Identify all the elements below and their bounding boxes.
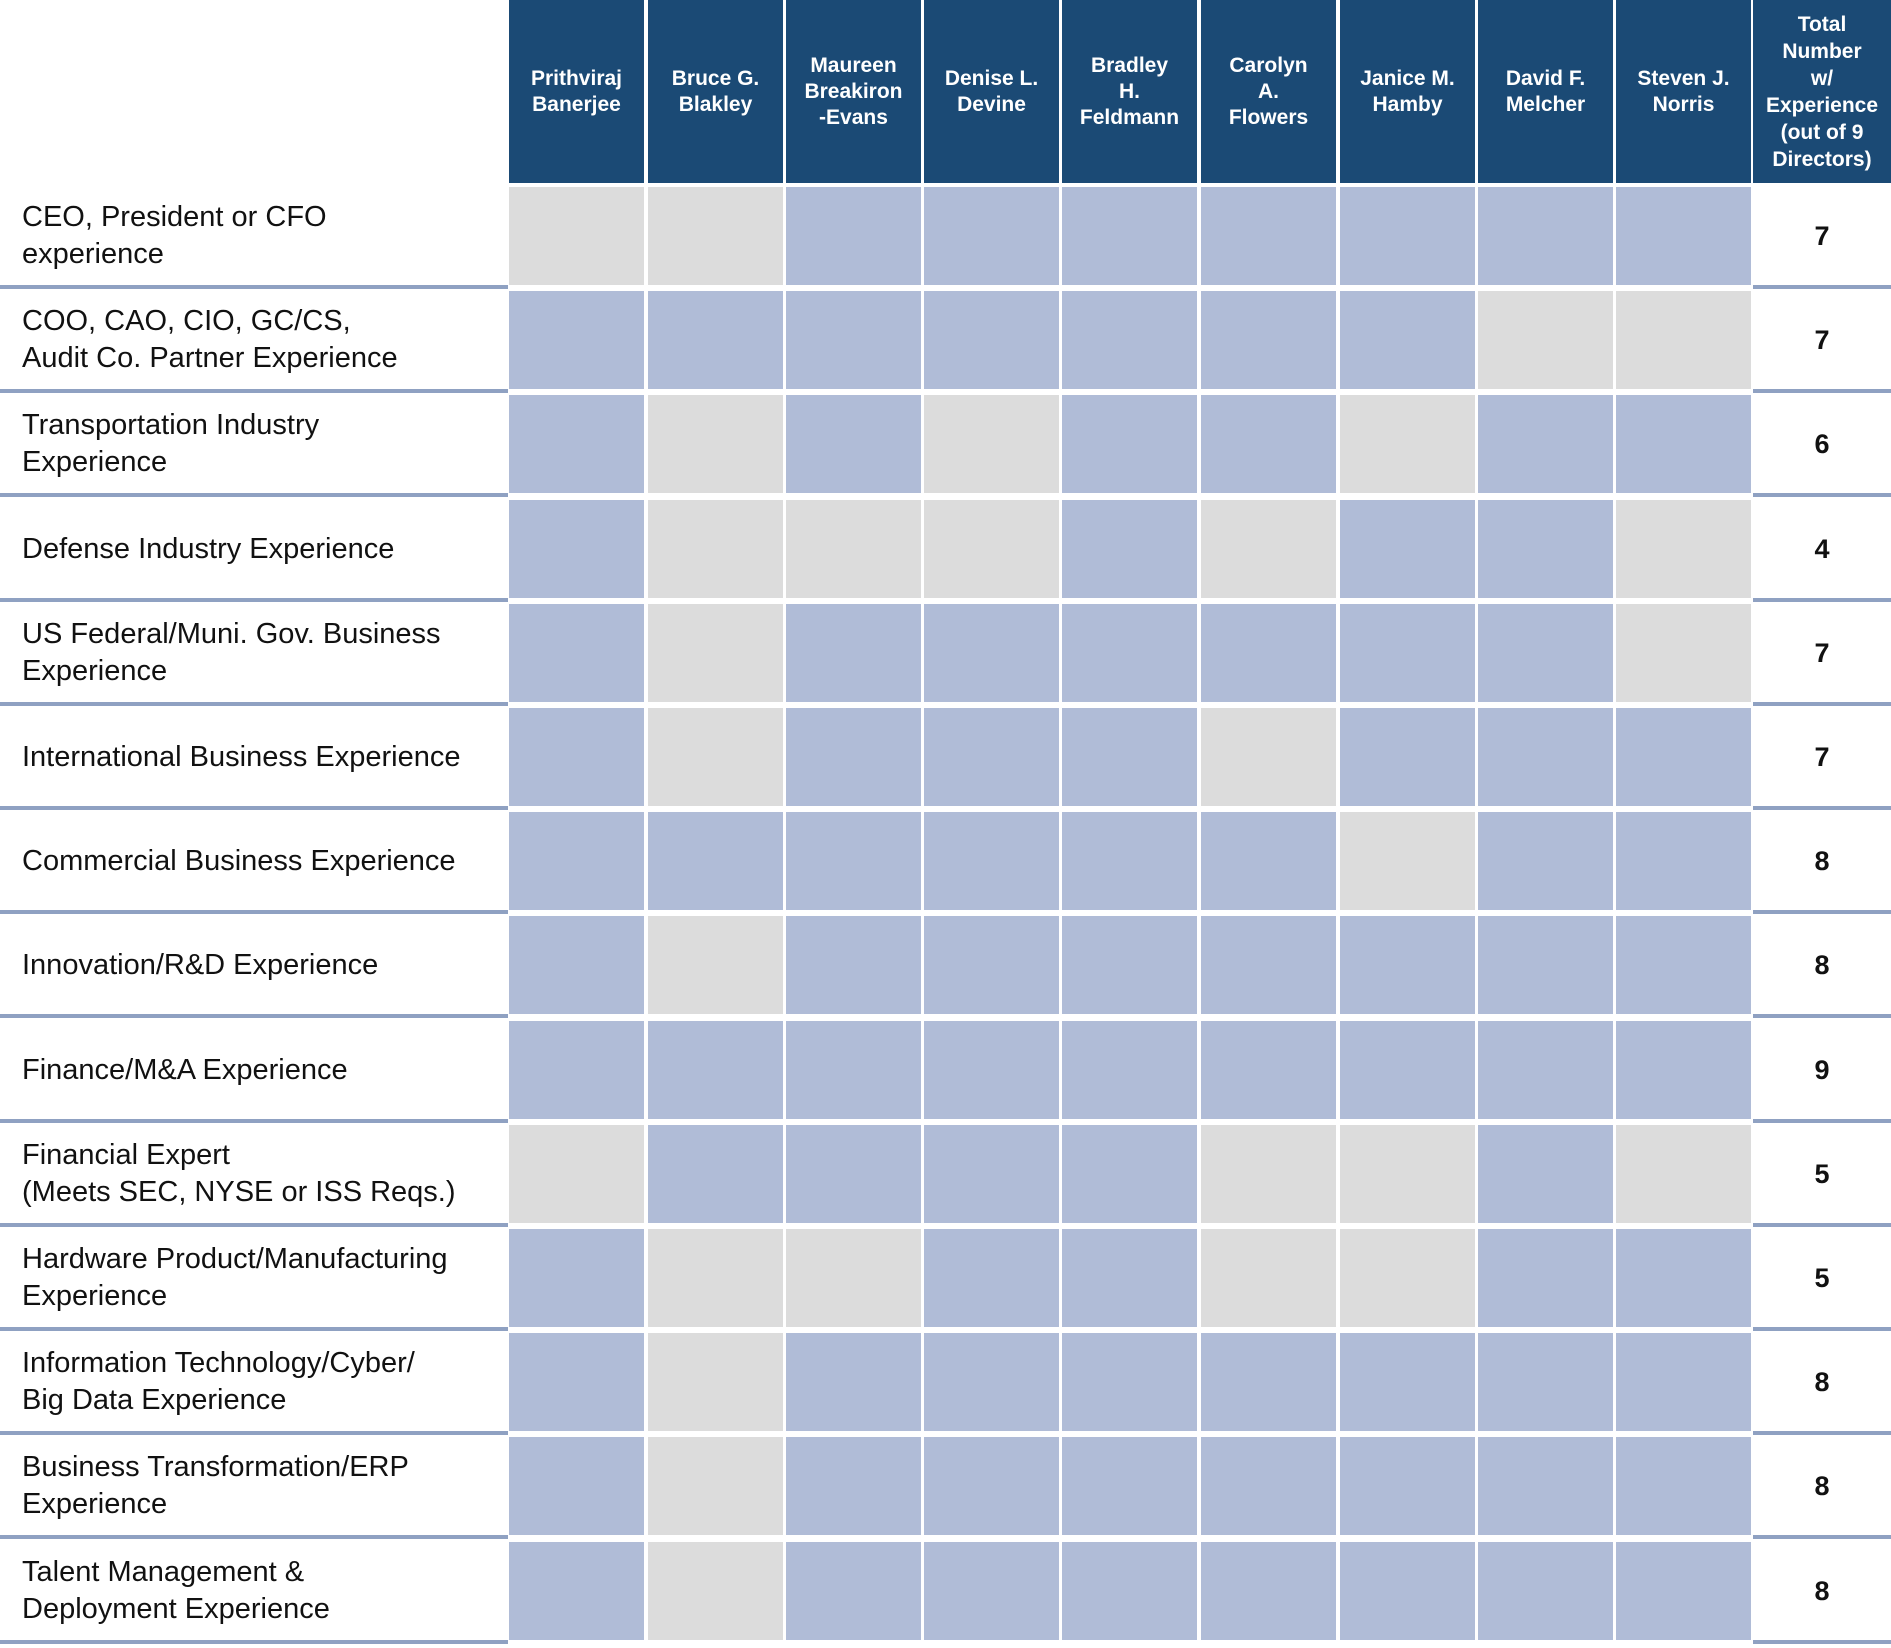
experience-cell-yes: [1340, 604, 1475, 702]
experience-cell-yes: [924, 916, 1059, 1014]
director-header: David F. Melcher: [1478, 0, 1613, 183]
experience-cell-yes: [1340, 500, 1475, 598]
experience-cell-no: [648, 604, 783, 702]
row-label: Commercial Business Experience: [0, 812, 508, 914]
experience-cell-yes: [786, 1333, 921, 1431]
experience-cell-yes: [1062, 395, 1197, 493]
experience-cell-no: [924, 500, 1059, 598]
experience-cell-yes: [1340, 916, 1475, 1014]
row-total: 8: [1753, 916, 1891, 1018]
experience-cell-yes: [1616, 187, 1751, 285]
experience-cell-yes: [786, 291, 921, 389]
experience-cell-yes: [1478, 1125, 1613, 1223]
experience-cell-yes: [1340, 1021, 1475, 1119]
total-header: Total Number w/ Experience (out of 9 Directors): [1753, 0, 1891, 183]
experience-cell-yes: [1062, 1125, 1197, 1223]
experience-cell-yes: [509, 604, 644, 702]
experience-cell-yes: [1616, 812, 1751, 910]
experience-cell-yes: [509, 1437, 644, 1535]
experience-cell-yes: [648, 291, 783, 389]
experience-cell-yes: [1616, 708, 1751, 806]
experience-cell-yes: [924, 1542, 1059, 1640]
experience-cell-yes: [1062, 500, 1197, 598]
experience-cell-no: [648, 187, 783, 285]
experience-cell-no: [648, 1229, 783, 1327]
experience-cell-no: [509, 1125, 644, 1223]
experience-cell-no: [1201, 1125, 1336, 1223]
experience-cell-no: [1478, 291, 1613, 389]
experience-cell-no: [1616, 604, 1751, 702]
experience-cell-yes: [509, 1021, 644, 1119]
experience-cell-yes: [1478, 708, 1613, 806]
experience-cell-yes: [1616, 1229, 1751, 1327]
experience-cell-yes: [1062, 291, 1197, 389]
experience-cell-yes: [1201, 1437, 1336, 1535]
experience-cell-yes: [924, 187, 1059, 285]
director-header: Maureen Breakiron -Evans: [786, 0, 921, 183]
experience-cell-yes: [509, 1542, 644, 1640]
experience-cell-yes: [1201, 916, 1336, 1014]
experience-cell-no: [1616, 500, 1751, 598]
row-total: 7: [1753, 604, 1891, 706]
row-total: 6: [1753, 395, 1891, 497]
experience-cell-yes: [1616, 1021, 1751, 1119]
experience-cell-no: [1201, 708, 1336, 806]
row-total: 8: [1753, 1437, 1891, 1539]
experience-cell-no: [1201, 1229, 1336, 1327]
experience-cell-yes: [1062, 1333, 1197, 1431]
experience-cell-yes: [509, 291, 644, 389]
experience-cell-yes: [1478, 1333, 1613, 1431]
experience-cell-yes: [1616, 1437, 1751, 1535]
experience-cell-yes: [1478, 1437, 1613, 1535]
experience-cell-yes: [1062, 708, 1197, 806]
experience-cell-yes: [1201, 1333, 1336, 1431]
experience-cell-yes: [1201, 812, 1336, 910]
experience-cell-no: [1616, 291, 1751, 389]
experience-cell-yes: [1201, 395, 1336, 493]
row-total: 7: [1753, 187, 1891, 289]
experience-cell-yes: [786, 187, 921, 285]
experience-cell-yes: [1478, 812, 1613, 910]
experience-cell-no: [648, 500, 783, 598]
experience-cell-no: [1616, 1125, 1751, 1223]
row-label: Finance/M&A Experience: [0, 1021, 508, 1123]
experience-cell-yes: [1478, 395, 1613, 493]
experience-cell-yes: [924, 1229, 1059, 1327]
experience-cell-yes: [924, 604, 1059, 702]
row-total: 7: [1753, 708, 1891, 810]
experience-cell-yes: [924, 291, 1059, 389]
experience-cell-yes: [509, 916, 644, 1014]
experience-cell-yes: [1062, 1229, 1197, 1327]
experience-cell-yes: [509, 500, 644, 598]
experience-cell-yes: [1340, 1437, 1475, 1535]
experience-cell-yes: [1478, 916, 1613, 1014]
experience-cell-yes: [1201, 604, 1336, 702]
row-label: US Federal/Muni. Gov. Business Experience: [0, 604, 508, 706]
experience-cell-yes: [1340, 1542, 1475, 1640]
experience-cell-yes: [924, 1333, 1059, 1431]
experience-cell-yes: [1616, 1542, 1751, 1640]
experience-cell-no: [648, 395, 783, 493]
experience-cell-yes: [924, 1021, 1059, 1119]
director-header: Prithviraj Banerjee: [509, 0, 644, 183]
row-label: Information Technology/Cyber/ Big Data Experience: [0, 1333, 508, 1435]
experience-cell-yes: [509, 708, 644, 806]
experience-cell-yes: [1478, 604, 1613, 702]
experience-cell-yes: [1616, 1333, 1751, 1431]
experience-cell-yes: [1478, 1542, 1613, 1640]
experience-cell-yes: [786, 395, 921, 493]
experience-cell-yes: [924, 1125, 1059, 1223]
experience-cell-no: [648, 916, 783, 1014]
experience-cell-yes: [786, 1125, 921, 1223]
experience-cell-no: [648, 708, 783, 806]
experience-cell-yes: [786, 1021, 921, 1119]
experience-cell-yes: [786, 708, 921, 806]
row-label: Defense Industry Experience: [0, 500, 508, 602]
experience-cell-no: [1340, 812, 1475, 910]
experience-cell-yes: [1201, 187, 1336, 285]
director-header: Janice M. Hamby: [1340, 0, 1475, 183]
experience-cell-yes: [1616, 916, 1751, 1014]
row-label: International Business Experience: [0, 708, 508, 810]
experience-cell-yes: [1478, 1021, 1613, 1119]
row-label: Business Transformation/ERP Experience: [0, 1437, 508, 1539]
experience-cell-no: [648, 1437, 783, 1535]
row-label: Hardware Product/Manufacturing Experience: [0, 1229, 508, 1331]
experience-cell-yes: [1062, 187, 1197, 285]
experience-cell-no: [786, 500, 921, 598]
row-label: Transportation Industry Experience: [0, 395, 508, 497]
experience-cell-no: [648, 1333, 783, 1431]
row-total: 7: [1753, 291, 1891, 393]
experience-cell-no: [1340, 1229, 1475, 1327]
experience-cell-yes: [1201, 1021, 1336, 1119]
experience-cell-no: [1340, 1125, 1475, 1223]
experience-cell-yes: [1062, 812, 1197, 910]
experience-cell-yes: [1062, 1021, 1197, 1119]
row-label: COO, CAO, CIO, GC/CS, Audit Co. Partner Experience: [0, 291, 508, 393]
row-total: 8: [1753, 812, 1891, 914]
director-header: Bruce G. Blakley: [648, 0, 783, 183]
experience-cell-yes: [924, 1437, 1059, 1535]
experience-cell-yes: [924, 708, 1059, 806]
row-total: 8: [1753, 1333, 1891, 1435]
experience-cell-yes: [1062, 1542, 1197, 1640]
experience-cell-yes: [1478, 1229, 1613, 1327]
experience-cell-yes: [786, 1437, 921, 1535]
experience-cell-yes: [1201, 1542, 1336, 1640]
experience-cell-yes: [509, 1333, 644, 1431]
experience-cell-yes: [786, 916, 921, 1014]
experience-cell-yes: [786, 604, 921, 702]
director-header: Steven J. Norris: [1616, 0, 1751, 183]
experience-cell-yes: [509, 395, 644, 493]
experience-cell-no: [786, 1229, 921, 1327]
experience-cell-yes: [1478, 187, 1613, 285]
experience-cell-yes: [648, 1125, 783, 1223]
experience-cell-yes: [1340, 708, 1475, 806]
experience-cell-yes: [786, 812, 921, 910]
row-label: Financial Expert (Meets SEC, NYSE or ISS Reqs.): [0, 1125, 508, 1227]
experience-cell-no: [1340, 395, 1475, 493]
experience-cell-yes: [648, 1021, 783, 1119]
experience-cell-yes: [1201, 291, 1336, 389]
experience-cell-yes: [1062, 1437, 1197, 1535]
experience-cell-yes: [924, 812, 1059, 910]
director-header: Bradley H. Feldmann: [1062, 0, 1197, 183]
director-header: Denise L. Devine: [924, 0, 1059, 183]
row-total: 4: [1753, 500, 1891, 602]
row-total: 8: [1753, 1542, 1891, 1644]
experience-cell-yes: [1478, 500, 1613, 598]
experience-cell-yes: [1340, 291, 1475, 389]
row-total: 5: [1753, 1229, 1891, 1331]
experience-cell-yes: [509, 812, 644, 910]
experience-cell-yes: [648, 812, 783, 910]
experience-cell-yes: [1616, 395, 1751, 493]
experience-cell-yes: [786, 1542, 921, 1640]
experience-cell-yes: [1062, 604, 1197, 702]
row-label: CEO, President or CFO experience: [0, 187, 508, 289]
row-total: 5: [1753, 1125, 1891, 1227]
director-header: Carolyn A. Flowers: [1201, 0, 1336, 183]
row-total: 9: [1753, 1021, 1891, 1123]
experience-cell-no: [924, 395, 1059, 493]
experience-cell-no: [648, 1542, 783, 1640]
experience-cell-no: [1201, 500, 1336, 598]
experience-cell-yes: [509, 1229, 644, 1327]
experience-cell-yes: [1062, 916, 1197, 1014]
row-label: Talent Management & Deployment Experience: [0, 1542, 508, 1644]
experience-cell-yes: [1340, 187, 1475, 285]
experience-cell-yes: [1340, 1333, 1475, 1431]
experience-cell-no: [509, 187, 644, 285]
row-label: Innovation/R&D Experience: [0, 916, 508, 1018]
